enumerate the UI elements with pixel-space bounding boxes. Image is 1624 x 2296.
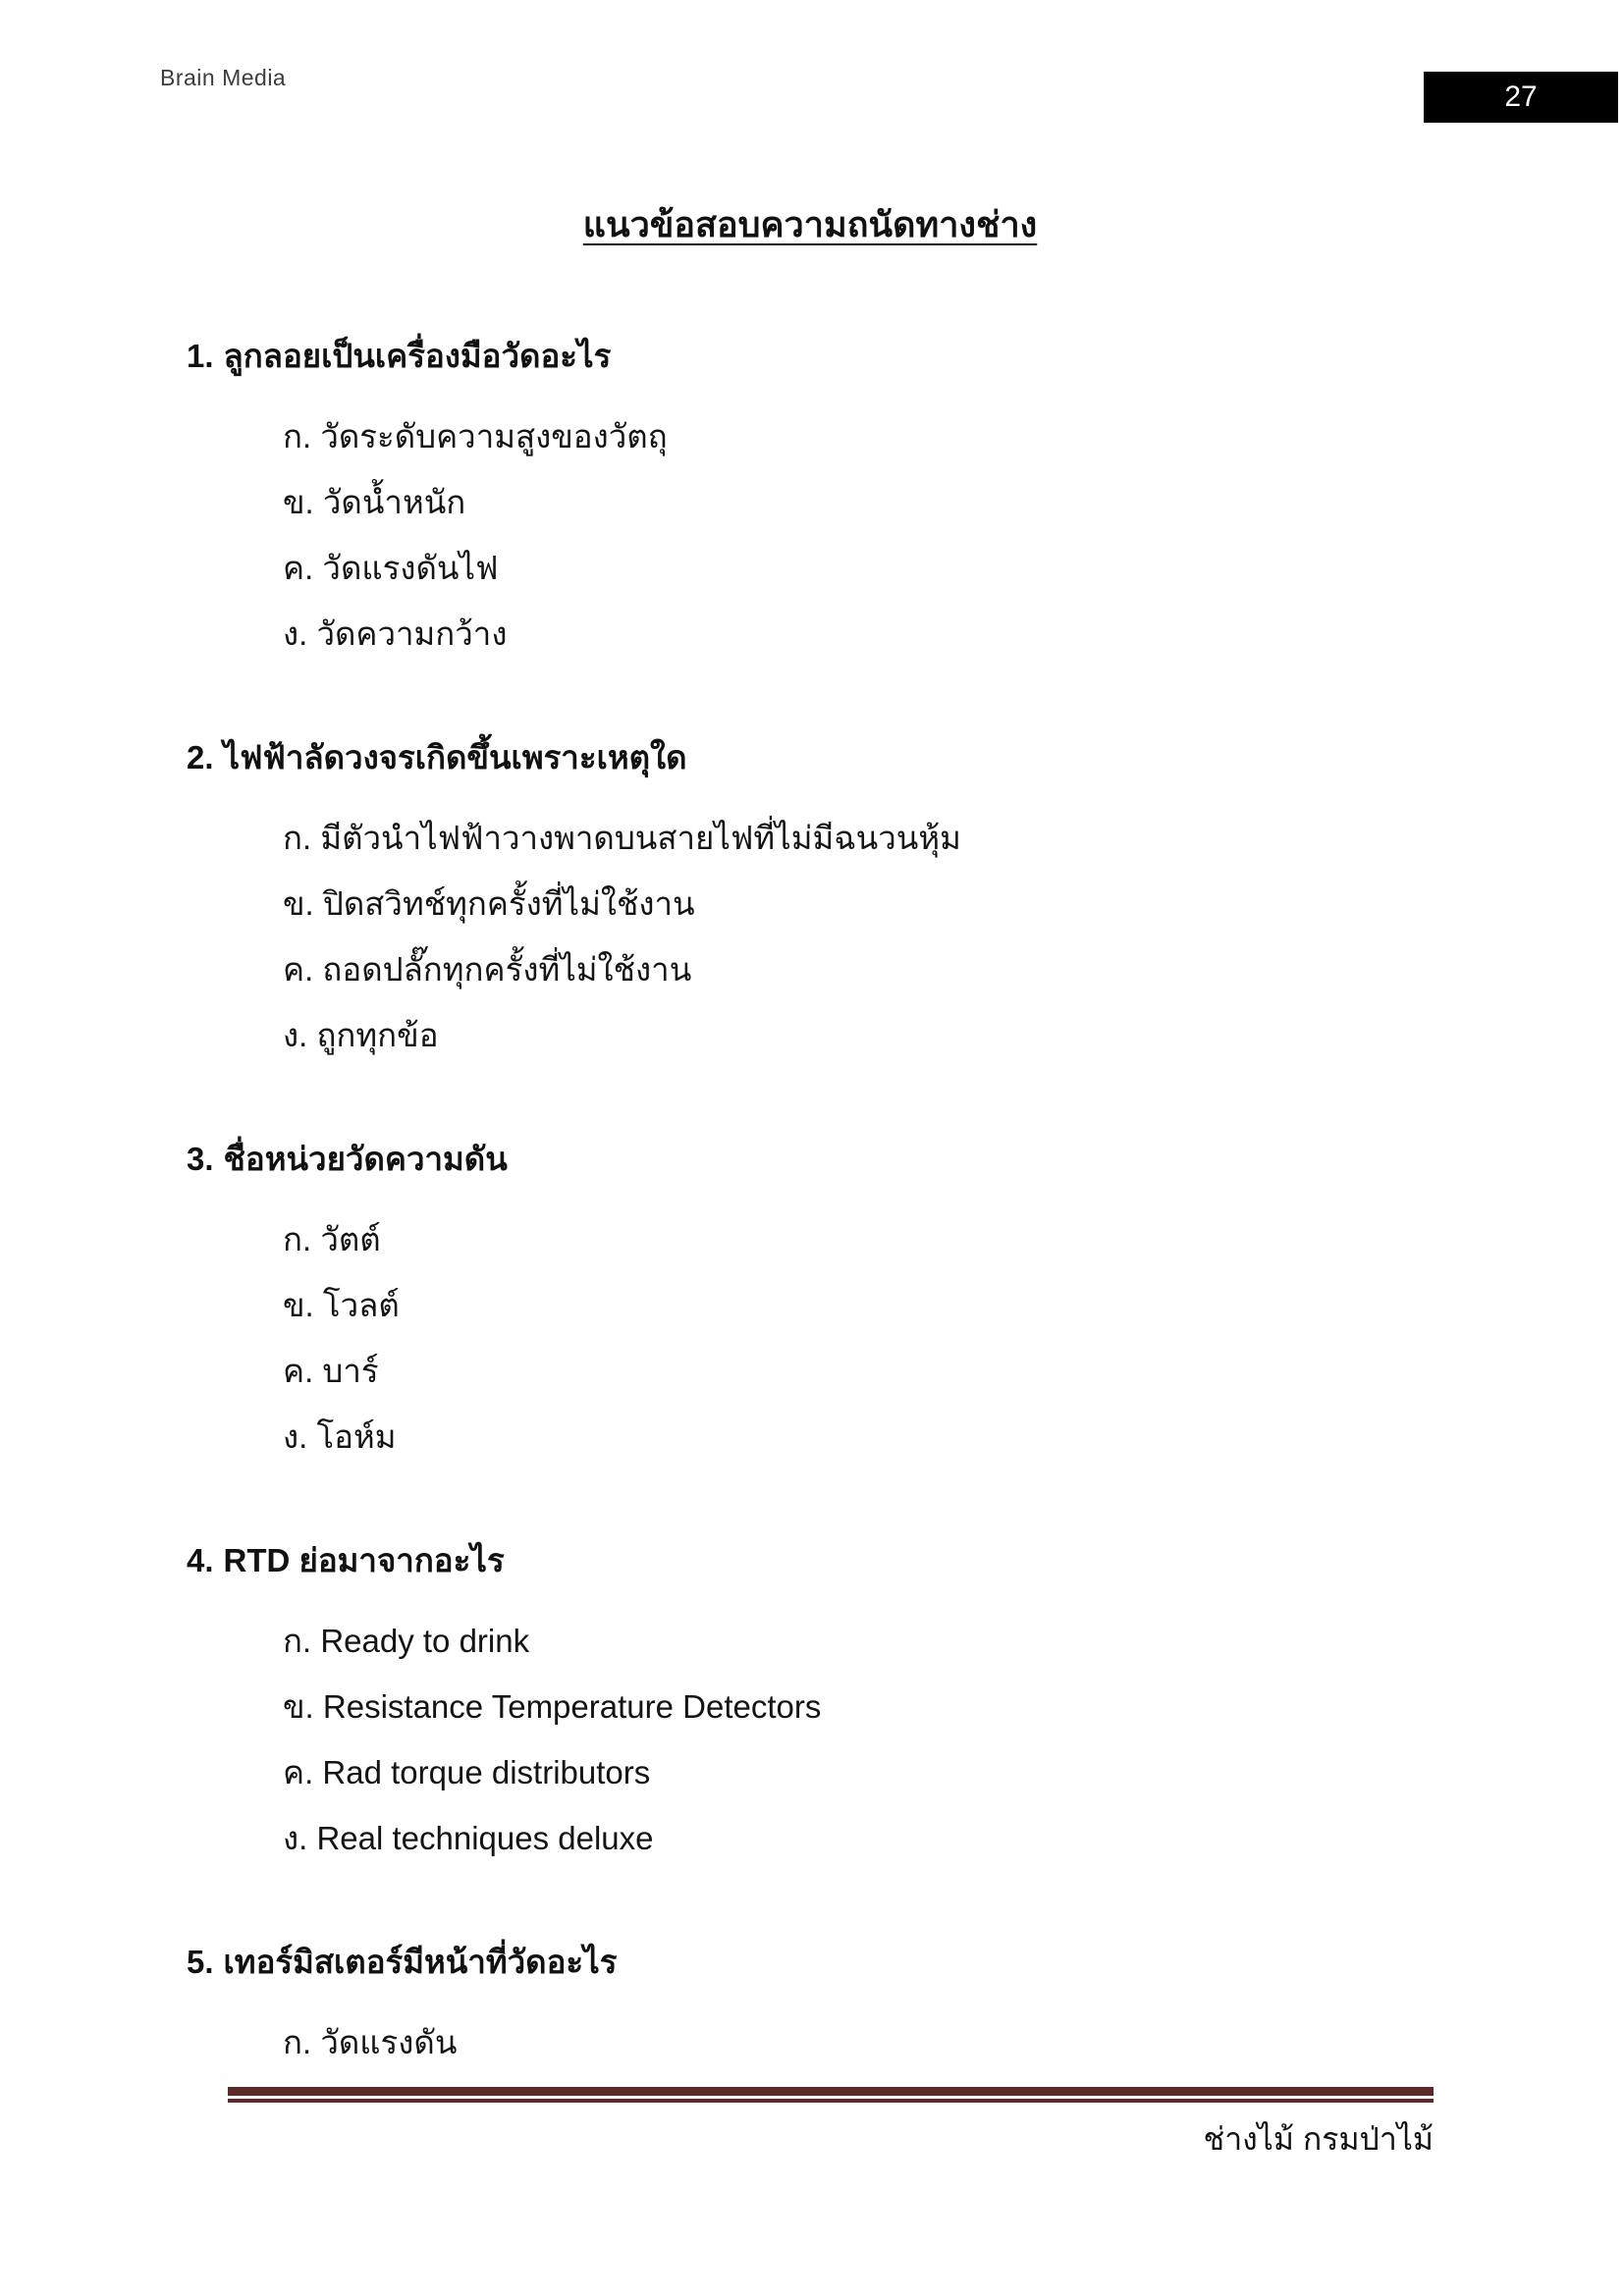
question-2-option-a: ก. มีตัวนำไฟฟ้าวางพาดบนสายไฟที่ไม่มีฉนวนหุ้ม — [283, 820, 961, 856]
question-5-number: 5. — [187, 1944, 214, 1980]
footer-divider-thick-line — [228, 2087, 1434, 2096]
question-4-option-a: ก. Ready to drink — [283, 1623, 530, 1659]
question-3-option-b: ข. โวลต์ — [283, 1287, 400, 1323]
question-3-option-c: ค. บาร์ — [283, 1353, 379, 1389]
question-1-text: ลูกลอยเป็นเครื่องมือวัดอะไร — [223, 338, 612, 374]
question-5 — [187, 1940, 1434, 2075]
question-2-option-b: ข. ปิดสวิทช์ทุกครั้งที่ไม่ใช้งาน — [283, 885, 695, 922]
question-1 — [187, 334, 1434, 667]
question-3-heading — [187, 1137, 1434, 1181]
question-1-option-c: ค. วัดแรงดันไฟ — [283, 550, 499, 586]
question-1-number: 1. — [187, 338, 214, 374]
question-5-option-a: ก. วัดแรงดัน — [283, 2024, 458, 2060]
question-3-option-d: ง. โอห์ม — [283, 1418, 397, 1455]
page-number: 27 — [1504, 80, 1538, 113]
footer-text: ช่างไม้ กรมป่าไม้ — [1203, 2121, 1434, 2157]
footer-divider — [228, 2087, 1434, 2103]
question-4-number: 4. — [187, 1542, 214, 1578]
question-1-option-a: ก. วัดระดับความสูงของวัตถุ — [283, 418, 668, 454]
footer-divider-thin-line — [228, 2099, 1434, 2103]
brand-label: Brain Media — [160, 65, 287, 90]
question-2-option-d: ง. ถูกทุกข้อ — [283, 1017, 439, 1053]
question-2-text: ไฟฟ้าลัดวงจรเกิดขึ้นเพราะเหตุใด — [223, 739, 687, 775]
question-5-heading — [187, 1940, 1434, 1984]
question-4-option-d: ง. Real techniques deluxe — [283, 1820, 654, 1856]
question-1-option-d: ง. วัดความกว้าง — [283, 615, 508, 652]
question-1-option-b: ข. วัดน้ำหนัก — [283, 484, 466, 520]
question-3-text: ชื่อหน่วยวัดความดัน — [223, 1141, 508, 1177]
question-3-option-a: ก. วัตต์ — [283, 1221, 381, 1257]
question-4-option-b: ข. Resistance Temperature Detectors — [283, 1688, 822, 1725]
question-4-text: RTD ย่อมาจากอะไร — [223, 1542, 505, 1578]
question-1-heading — [187, 334, 1434, 378]
question-4 — [187, 1538, 1434, 1871]
question-2-heading — [187, 735, 1434, 779]
question-2-number: 2. — [187, 739, 214, 775]
question-3-number: 3. — [187, 1141, 214, 1177]
page-title: แนวข้อสอบความถนัดทางช่าง — [582, 204, 1038, 244]
question-3 — [187, 1137, 1434, 1469]
question-4-option-c: ค. Rad torque distributors — [283, 1754, 651, 1790]
question-2-option-c: ค. ถอดปลั๊กทุกครั้งที่ไม่ใช้งาน — [283, 951, 692, 988]
question-5-text: เทอร์มิสเตอร์มีหน้าที่วัดอะไร — [223, 1944, 618, 1980]
question-2 — [187, 735, 1434, 1068]
question-4-heading — [187, 1538, 1434, 1582]
